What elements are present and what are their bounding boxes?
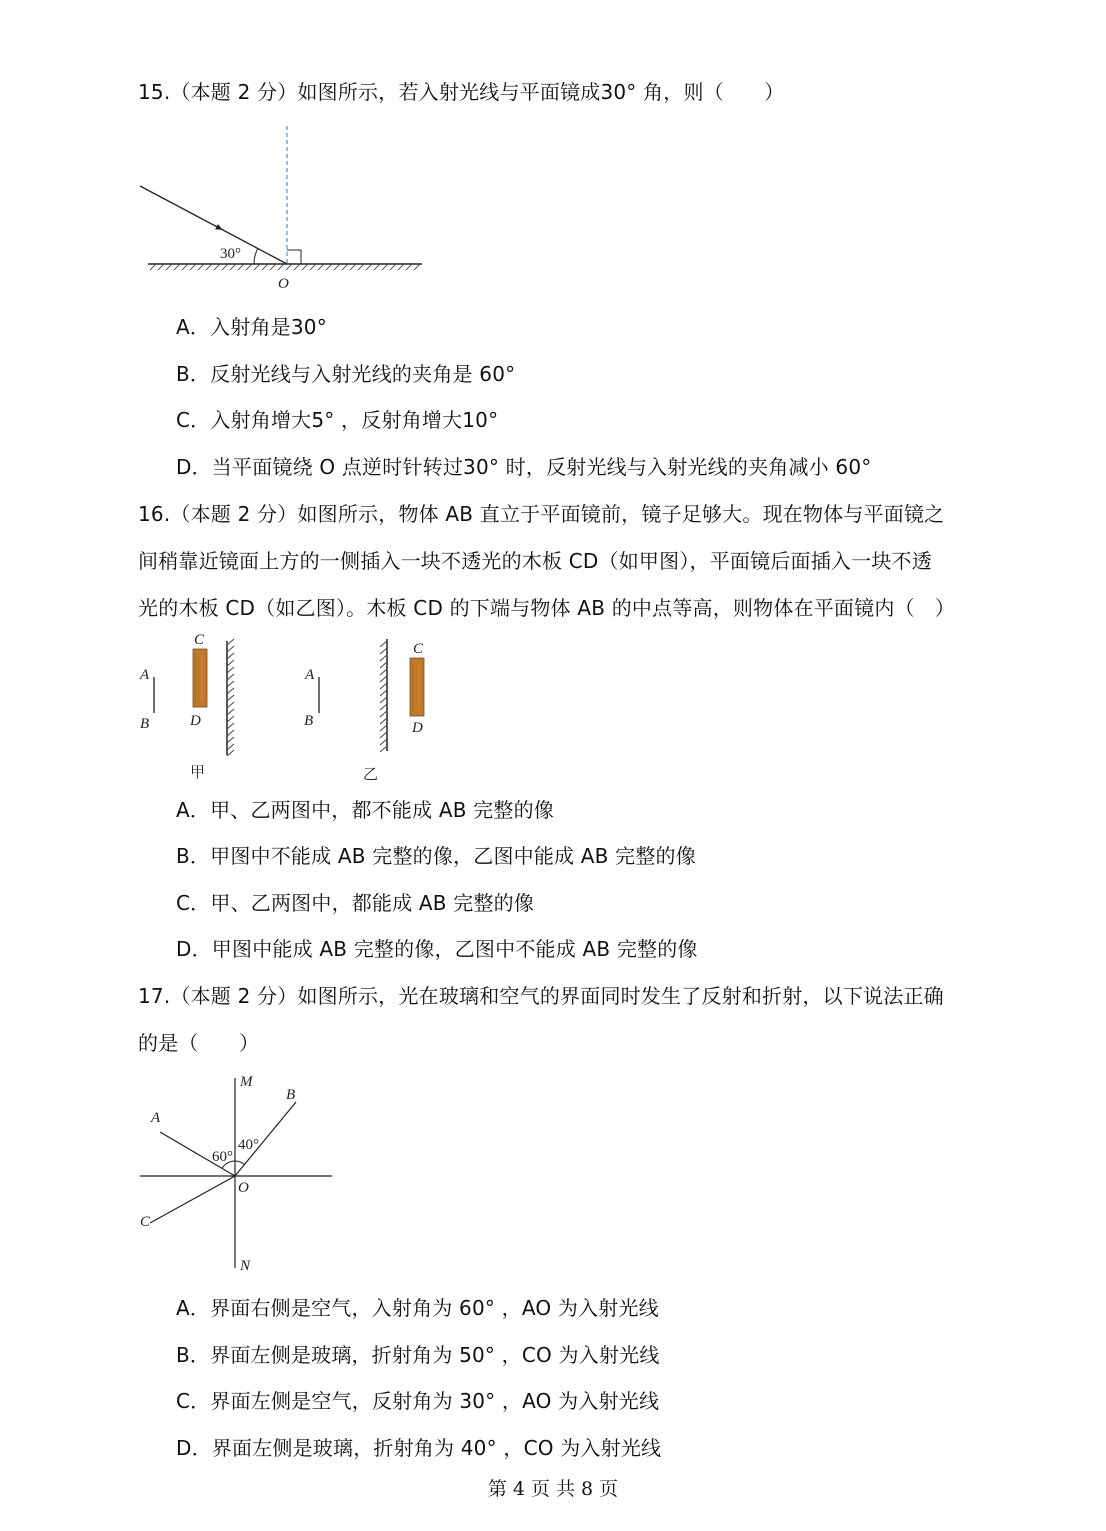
label-o: O: [238, 1180, 249, 1196]
figure-jia: [139, 632, 234, 781]
label-b: B: [286, 1087, 296, 1103]
q17-option-d: D．界面左侧是玻璃，折射角为 40° ，CO 为入射光线: [176, 1436, 662, 1460]
q16-option-b: B．甲图中不能成 AB 完整的像，乙图中能成 AB 完整的像: [176, 844, 696, 868]
q17-option-c: C．界面左侧是空气，反射角为 30° ，AO 为入射光线: [176, 1389, 660, 1413]
label-d: D: [190, 713, 201, 729]
q15-option-b: B．反射光线与入射光线的夹角是 60°: [176, 362, 516, 386]
q16-stem-line-2: 间稍靠近镜面上方的一侧插入一块不透光的木板 CD（如甲图），平面镜后面插入一块不透: [138, 549, 932, 573]
page-footer: 第 4 页 共 8 页: [487, 1478, 619, 1500]
q16-stem-line-1: 16.（本题 2 分）如图所示，物体 AB 直立于平面镜前，镜子足够大。现在物体与平面镜之: [138, 502, 945, 526]
q16-option-d: D．甲图中能成 AB 完整的像，乙图中不能成 AB 完整的像: [176, 937, 698, 961]
arc-40: [235, 1161, 245, 1165]
q16-figures: [130, 625, 450, 785]
label-c: C: [140, 1214, 151, 1230]
incident-ray: [140, 186, 287, 264]
label-b: B: [304, 713, 314, 729]
wood-board-cd: [410, 658, 424, 716]
q17-stem-line-2: 的是（ ）: [138, 1031, 260, 1055]
ray-co: [150, 1176, 235, 1223]
wood-board-cd: [193, 649, 207, 707]
figure-yi: [304, 639, 424, 783]
point-o-label: O: [278, 276, 289, 292]
q17-stem-line-1: 17.（本题 2 分）如图所示，光在玻璃和空气的界面同时发生了反射和折射，以下说法正确: [138, 984, 944, 1008]
q17-option-a: A．界面右侧是空气，入射角为 60° ，AO 为入射光线: [176, 1296, 659, 1320]
label-c: C: [413, 641, 424, 657]
label-c: C: [194, 632, 205, 648]
label-a: A: [151, 1110, 161, 1126]
label-d: D: [412, 720, 423, 736]
q16-option-c: C．甲、乙两图中，都能成 AB 完整的像: [176, 891, 535, 915]
caption-yi: 乙: [363, 765, 379, 783]
q15-option-c: C．入射角增大5° ，反射角增大10°: [176, 408, 499, 432]
label-b: B: [140, 716, 150, 732]
label-m: M: [240, 1074, 253, 1090]
q15-option-a: A．入射角是30°: [176, 315, 327, 339]
q15-option-d: D．当平面镜绕 O 点逆时针转过30° 时，反射光线与入射光线的夹角减小 60°: [176, 455, 872, 479]
q17-option-b: B．界面左侧是玻璃，折射角为 50° ，CO 为入射光线: [176, 1343, 660, 1367]
angle-label: 30°: [220, 246, 241, 262]
mirror-hatching: [150, 264, 420, 270]
q16-option-a: A．甲、乙两图中，都不能成 AB 完整的像: [176, 798, 554, 822]
angle-arc: [254, 249, 258, 265]
right-angle-mark: [287, 250, 301, 264]
angle-40-label: 40°: [238, 1137, 259, 1153]
q17-refraction-figure: [130, 1070, 345, 1280]
caption-jia: 甲: [190, 763, 206, 781]
angle-60-label: 60°: [212, 1149, 233, 1165]
q15-stem: 15.（本题 2 分）如图所示，若入射光线与平面镜成30° 角，则（ ）: [138, 80, 785, 104]
q15-mirror-figure: [130, 120, 440, 295]
label-n: N: [240, 1258, 251, 1274]
label-a: A: [140, 667, 150, 683]
q16-stem-line-3: 光的木板 CD（如乙图）。木板 CD 的下端与物体 AB 的中点等高，则物体在平面镜内（ ）: [138, 596, 956, 620]
label-a: A: [305, 667, 315, 683]
